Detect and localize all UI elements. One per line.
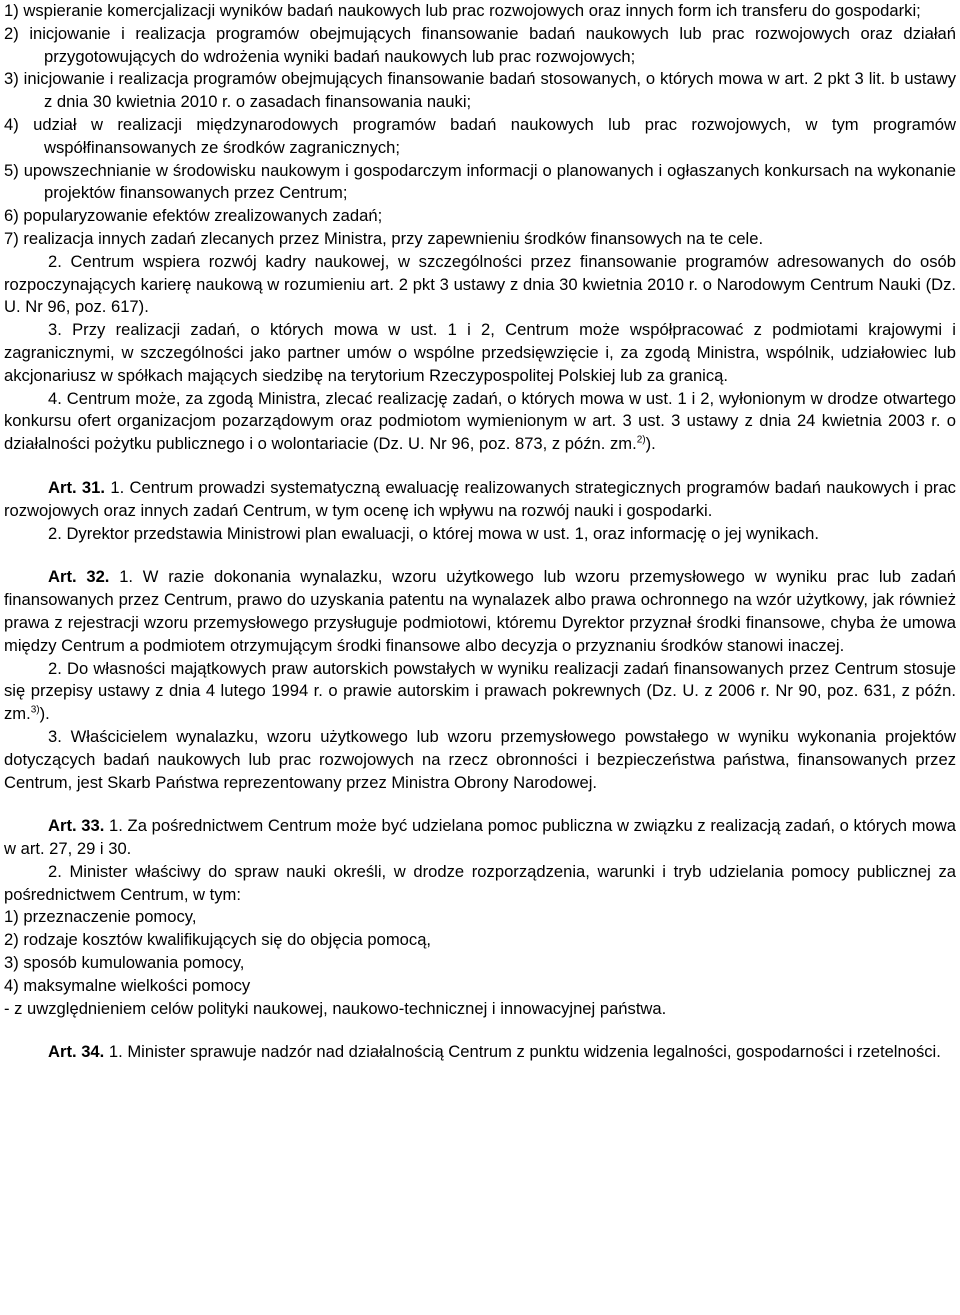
art32-para-1 [4, 566, 956, 657]
art32-para-2-text: 2. Do własności majątkowych praw autorskich powstałych w wyniku realizacji zadań finansowanych przez Centrum stosuje się przepisy ustawy z dnia 4 lutego 1994 r. o prawie autorskim i prawach pokrewnych (Dz. U. z 2006 r. Nr 90, poz. 631, z późn. zm. [4, 658, 956, 724]
art33-label: Art. 33. [48, 816, 105, 836]
art32-label: Art. 32. [48, 567, 110, 587]
task-list [4, 0, 956, 251]
list-item: 4) maksymalne wielkości pomocy [4, 975, 251, 995]
list-item: 7) realizacja innych zadań zlecanych przez Ministra, przy zapewnieniu środków finansowych na te cele. [4, 228, 764, 248]
art31-para-1-text: 1. Centrum prowadzi systematyczną ewaluację realizowanych strategicznych programów badań naukowych i prac rozwojowych oraz innych zadań Centrum, w tym ocenę ich wpływu na rozwój nauki i gospodarki. [4, 477, 956, 520]
art34-label: Art. 34. [48, 1042, 105, 1062]
art30-para-4-text: 4. Centrum może, za zgodą Ministra, zlecać realizację zadań, o których mowa w ust. 1 i 2, wyłonionym w drodze otwartego konkursu ofert organizacjom pozarządowym oraz podmiotom wymienionym w art. 3 ust. 3 ustawy z dnia 24 kwietnia 2003 r. o działalności pożytku publicznego i o wolontariacie (Dz. U. Nr 96, poz. 873, z późn. zm. [4, 388, 956, 454]
list-item: 4) udział w realizacji międzynarodowych programów badań naukowych lub prac rozwojowych, w tym programów współfinansowanych ze środków zagranicznych; [4, 114, 956, 157]
spacer [4, 456, 956, 477]
art32-para-3: 3. Właścicielem wynalazku, wzoru użytkowego lub wzoru przemysłowego powstałego w wyniku wykonania projektów dotyczących badań naukowych lub prac rozwojowych na rzecz obronności i bezpieczeństwa państwa, finansowanych przez Centrum, jest Skarb Państwa reprezentowany przez Ministra Obrony Narodowej. [4, 726, 956, 792]
art31-para-1 [4, 477, 956, 523]
art30-para-2: 2. Centrum wspiera rozwój kadry naukowej, w szczególności przez finansowanie programów adresowanych do osób rozpoczynających karierę naukową w rozumieniu art. 2 pkt 3 ustawy z dnia 30 kwietnia 2010 r. o Narodowym Centrum Nauki (Dz. U. Nr 96, poz. 617). [4, 251, 956, 317]
list-item: 2) rodzaje kosztów kwalifikujących się do objęcia pomocą, [4, 930, 432, 950]
list-item: 5) upowszechnianie w środowisku naukowym i gospodarczym informacji o planowanych i ogłaszanych konkursach na wykonanie projektów finansowanych przez Centrum; [4, 160, 956, 203]
art30-para-4 [4, 388, 956, 456]
list-item: 1) przeznaczenie pomocy, [4, 907, 197, 927]
list-item: 1) wspieranie komercjalizacji wyników badań naukowych lub prac rozwojowych oraz innych form ich transferu do gospodarki; [4, 1, 921, 20]
list-item: 3) inicjowanie i realizacja programów obejmujących finansowanie badań stosowanych, o których mowa w art. 2 pkt 3 lit. b ustawy z dnia 30 kwietnia 2010 r. o zasadach finansowania nauki; [4, 69, 956, 112]
spacer [4, 545, 956, 566]
art33-para-1-text: 1. Za pośrednictwem Centrum może być udzielana pomoc publiczna w związku z realizacją zadań, o których mowa w art. 27, 29 i 30. [4, 816, 956, 859]
art30-para-4-end: ). [645, 434, 656, 454]
art33-tail: - z uwzględnieniem celów polityki naukowej, naukowo-technicznej i innowacyjnej państwa. [4, 998, 667, 1018]
spacer [4, 1020, 956, 1041]
art33-para-2: 2. Minister właściwy do spraw nauki określi, w drodze rozporządzenia, warunki i tryb udzielania pomocy publicznej za pośrednictwem Centrum, w tym: [4, 861, 956, 904]
art30-para-3: 3. Przy realizacji zadań, o których mowa w ust. 1 i 2, Centrum może współpracować z podmiotami krajowymi i zagranicznymi, w szczególności jako partner umów o wspólne przedsięwzięcie i, za zgodą Ministra, wspólnik, udziałowiec lub akcjonariusz w spółkach mających siedzibę na terytorium Rzeczypospolitej Polskiej lub za granicą. [4, 320, 956, 385]
footnote-ref-2: 2) [636, 434, 646, 446]
spacer [4, 794, 956, 815]
art31-para-2: 2. Dyrektor przedstawia Ministrowi plan ewaluacji, o której mowa w ust. 1, oraz informację o jej wynikach. [48, 523, 819, 543]
footnote-ref-3: 3) [30, 704, 40, 716]
art32-para-2-end: ). [39, 704, 50, 724]
art32-para-2 [4, 658, 956, 726]
aid-conditions-list [4, 906, 956, 997]
art32-para-1-text: 1. W razie dokonania wynalazku, wzoru użytkowego lub wzoru przemysłowego w wyniku prac lub zadań finansowanych przez Centrum, prawo do uzyskania patentu na wynalazek albo prawa ochronnego na wzór użytkowy, jak również prawa z rejestracji wzoru przemysłowego przysługuje podmiotowi, któremu Dyrektor przyznał środki finansowe, chyba że umowa między Centrum a podmiotem otrzymującym środki finansowe albo decyzja o przyznaniu środków stanowi inaczej. [4, 567, 956, 655]
art34-para-1 [4, 1041, 956, 1064]
list-item: 6) popularyzowanie efektów zrealizowanych zadań; [4, 206, 383, 226]
art33-para-1 [4, 815, 956, 861]
list-item: 3) sposób kumulowania pomocy, [4, 953, 245, 973]
art34-para-1-text: 1. Minister sprawuje nadzór nad działalnością Centrum z punktu widzenia legalności, gospodarności i rzetelności. [104, 1042, 941, 1062]
list-item: 2) inicjowanie i realizacja programów obejmujących finansowanie badań naukowych lub prac rozwojowych oraz działań przygotowujących do wdrożenia wyniki badań naukowych lub prac rozwojowych; [4, 23, 956, 66]
art31-label: Art. 31. [48, 477, 105, 497]
